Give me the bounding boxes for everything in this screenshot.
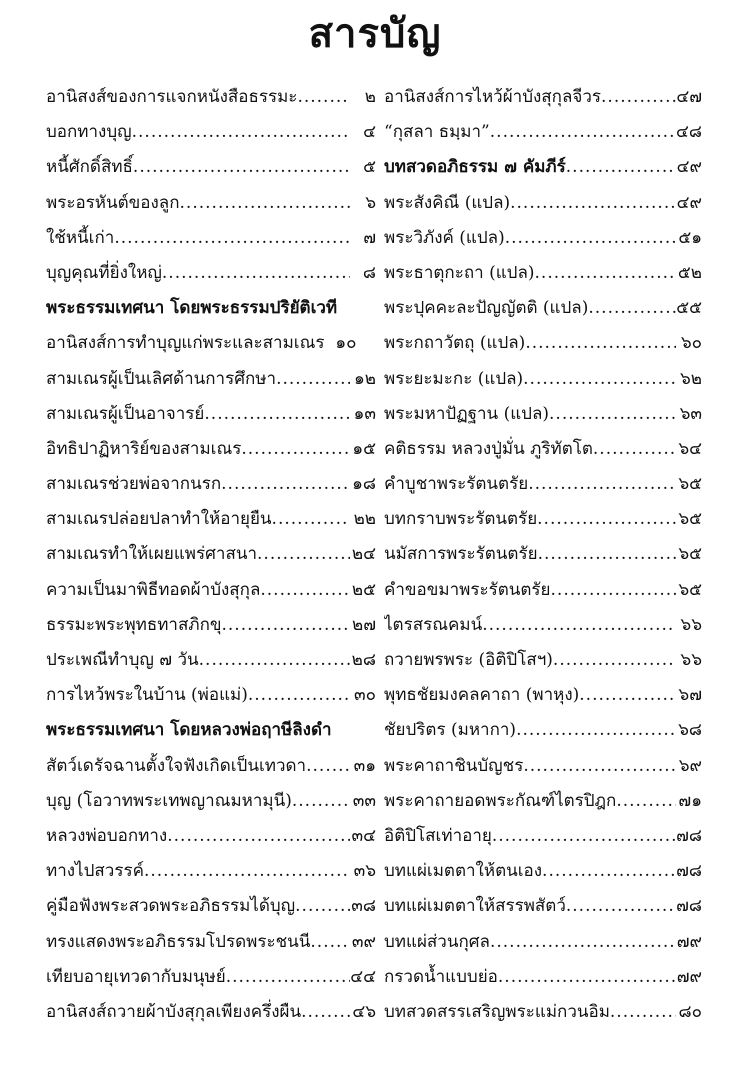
leader-dots: [510, 186, 676, 221]
toc-entry-title: ใช้หนี้เก่า: [46, 227, 115, 248]
toc-entry-title: เทียบอายุเทวดากับมนุษย์: [46, 966, 226, 987]
toc-entry-title: สัตว์เดรัจฉานตั้งใจฟังเกิดเป็นเทวดา: [46, 755, 307, 776]
toc-entry-title: บทแผ่เมตตาให้สรรพสัตว์: [384, 896, 566, 917]
toc-entry-title: ทรงแสดงพระอภิธรรมโปรดพระชนนี: [46, 931, 311, 952]
toc-entry-page: ๖๘: [678, 720, 702, 741]
toc-entry-title: ความเป็นมาพิธีทอดผ้าบังสุกุล: [46, 579, 261, 600]
toc-entry: [384, 854, 702, 889]
toc-entry-page: ๔๙: [676, 192, 702, 213]
toc-entry: [46, 115, 376, 150]
toc-entry: [46, 643, 376, 678]
toc-entry-page: ๓๔: [351, 825, 376, 846]
toc-entry-title: “กุสลา ธมฺมา”: [384, 122, 490, 143]
toc-entry: [46, 326, 376, 361]
leader-dots: [523, 749, 676, 784]
leader-dots: [114, 221, 350, 256]
toc-entry-page: ๕: [363, 157, 376, 178]
toc-entry-page: ๔: [363, 122, 376, 143]
toc-entry: [384, 397, 702, 432]
toc-entry-title: พระคาถาชินบัญชร: [384, 755, 524, 776]
toc-entry-title: อิทธิปาฏิหาริย์ของสามเณร: [46, 438, 242, 459]
leader-dots: [535, 256, 676, 291]
leader-dots: [528, 467, 676, 502]
leader-dots: [297, 80, 350, 115]
toc-entry-page: ๕๕: [676, 298, 702, 319]
toc-entry-title: พระวิภังค์ (แปล): [384, 227, 505, 248]
leader-dots: [167, 819, 350, 854]
toc-entry-page: ๔๙: [676, 157, 702, 178]
toc-entry: [46, 925, 376, 960]
toc-entry: [384, 502, 702, 537]
toc-entry: [384, 819, 702, 854]
toc-entry-page: ๔๘: [676, 122, 702, 143]
leader-dots: [505, 221, 676, 256]
toc-entry: [384, 995, 702, 1030]
toc-entry: [46, 467, 376, 502]
toc-entry: [384, 291, 702, 326]
leader-dots: [257, 537, 350, 572]
leader-dots: [221, 467, 350, 502]
toc-entry-title: พระกถาวัตถุ (แปล): [384, 333, 526, 354]
toc-entry: [46, 362, 376, 397]
toc-entry-page: ๖๕: [678, 509, 702, 530]
toc-entry-page: ๓๖: [353, 861, 376, 882]
leader-dots: [523, 362, 676, 397]
toc-entry: [46, 432, 376, 467]
toc-entry-page: ๖๖: [680, 614, 702, 635]
leader-dots: [276, 362, 350, 397]
toc-entry-title: ถวายพรพระ (อิติปิโสฯ): [384, 650, 553, 670]
toc-entry-title: สามเณรผู้เป็นเลิศด้านการศึกษา: [46, 368, 277, 389]
toc-entry-title: คติธรรม หลวงปู่มั่น ภูริทัตโต: [384, 438, 593, 459]
toc-entry: [46, 573, 376, 608]
toc-entry: [384, 80, 702, 115]
toc-entry: [46, 819, 376, 854]
toc-entry-title: บทแผ่เมตตาให้ตนเอง: [384, 861, 543, 882]
leader-dots: [566, 150, 676, 185]
toc-entry-title: พุทธชัยมงคลคาถา (พาหุง): [384, 685, 580, 706]
toc-left-column: [46, 80, 376, 1030]
toc-entry-page: ๘๐: [678, 1001, 702, 1022]
toc-entry-title: สามเณรปล่อยปลาทำให้อายุยืน: [46, 509, 272, 530]
toc-entry-title: หลวงพ่อบอกทาง: [46, 825, 168, 846]
toc-section-heading: [384, 150, 702, 185]
toc-entry-page: ๖๓: [679, 403, 702, 424]
toc-entry: [384, 362, 702, 397]
leader-dots: [549, 397, 676, 432]
toc-entry: [46, 854, 376, 889]
toc-entry: [46, 608, 376, 643]
leader-dots: [272, 502, 350, 537]
leader-dots: [553, 643, 676, 678]
leader-dots: [498, 960, 676, 995]
toc-entry-page: ๓๓: [352, 790, 376, 811]
toc-entry-page: ๗: [363, 227, 376, 248]
toc-section-title: บทสวดอภิธรรม ๗ คัมภีร์: [384, 157, 566, 178]
toc-entry-title: อานิสงส์ถวายผ้าบังสุกุลเพียงครึ่งผืน: [46, 1001, 302, 1022]
toc-entry-page: ๑๘: [352, 474, 376, 495]
toc-entry: [384, 467, 702, 502]
toc-entry-page: ๕๒: [677, 262, 702, 283]
toc-entry: [46, 995, 376, 1030]
toc-entry: [384, 326, 702, 361]
toc-entry-title: สามเณรผู้เป็นอาจารย์: [46, 403, 205, 424]
toc-entry: [46, 502, 376, 537]
toc-entry: [384, 573, 702, 608]
leader-dots: [204, 397, 350, 432]
toc-entry: [384, 186, 702, 221]
toc-entry-title: สามเณรทำให้เผยแพร่ศาสนา: [46, 544, 258, 565]
toc-entry-title: คำขอขมาพระรัตนตรัย: [384, 579, 551, 600]
leader-dots: [132, 115, 350, 150]
toc-entry-title: บทกราบพระรัตนตรัย: [384, 509, 538, 530]
toc-entry: [46, 537, 376, 572]
leader-dots: [551, 573, 676, 608]
leader-dots: [579, 678, 676, 713]
leader-dots: [226, 960, 350, 995]
toc-entry-page: ๕๑: [678, 227, 702, 248]
toc-entry: [384, 713, 702, 748]
leader-dots: [133, 150, 350, 185]
toc-entry-page: ๗๘: [676, 861, 702, 882]
leader-dots: [490, 925, 676, 960]
toc-entry-page: ๓๘: [351, 896, 376, 917]
toc-entry-title: อานิสงส์การไหว้ผ้าบังสุกุลจีวร: [384, 87, 602, 107]
toc-entry-page: ๔๗: [676, 87, 702, 107]
toc-entry-page: ๗๘: [676, 896, 702, 917]
leader-dots: [144, 854, 350, 889]
toc-entry-page: ๓๑: [353, 755, 376, 776]
leader-dots: [306, 749, 350, 784]
leader-dots: [180, 186, 350, 221]
toc-entry-title: อานิสงส์ของการแจกหนังสือธรรมะ: [46, 87, 298, 107]
leader-dots: [248, 678, 350, 713]
toc-entry-page: ๑๐: [335, 333, 357, 354]
toc-entry-page: ๖๗: [678, 685, 702, 706]
toc-entry: [384, 432, 702, 467]
leader-dots: [260, 573, 350, 608]
toc-entry-title: พระอรหันต์ของลูก: [46, 192, 180, 213]
toc-entry-page: ๔๖: [352, 1001, 376, 1022]
toc-entry: [46, 80, 376, 115]
leader-dots: [162, 256, 350, 291]
toc-entry-title: พระคาถายอดพระกัณฑ์ไตรปิฎก: [384, 790, 617, 811]
toc-entry-page: ๖๙: [678, 755, 702, 776]
toc-entry-title: กรวดน้ำแบบย่อ: [384, 966, 498, 987]
toc-entry-page: ๒๒: [353, 509, 376, 530]
toc-entry-page: ๔๔: [350, 966, 376, 987]
toc-entry-title: บอกทางบุญ: [46, 122, 132, 143]
leader-dots: [221, 608, 350, 643]
toc-entry-title: ไตรสรณคมน์: [384, 614, 483, 635]
toc-entry-title: บุญคุณที่ยิ่งใหญ่: [46, 262, 162, 283]
toc-entry: [46, 960, 376, 995]
toc-entry-title: บุญ (โอวาทพระเทพญาณมหามุนี): [46, 790, 292, 811]
toc-entry-page: ๒๘: [351, 650, 376, 670]
toc-entry: [384, 784, 702, 819]
toc-section-heading: [46, 291, 376, 326]
toc-entry: [384, 608, 702, 643]
toc-entry-title: คู่มือฟังพระสวดพระอภิธรรมได้บุญ: [46, 896, 296, 917]
leader-dots: [482, 608, 676, 643]
toc-entry-title: หนี้ศักดิ์สิทธิ์: [46, 157, 133, 178]
toc-entry-title: ประเพณีทำบุญ ๗ วัน: [46, 650, 199, 670]
leader-dots: [295, 889, 350, 924]
leader-dots: [490, 115, 676, 150]
leader-dots: [616, 784, 676, 819]
toc-entry-title: พระธาตุกะถา (แปล): [384, 262, 535, 283]
toc-entry-title: คำบูชาพระรัตนตรัย: [384, 474, 529, 495]
leader-dots: [538, 537, 676, 572]
toc-entry-page: ๓๙: [351, 931, 376, 952]
toc-entry: [384, 678, 702, 713]
leader-dots: [516, 713, 676, 748]
toc-entry: [46, 256, 376, 291]
leader-dots: [241, 432, 350, 467]
toc-entry-page: ๗๙: [676, 931, 702, 952]
toc-entry-page: ๒: [364, 87, 376, 107]
leader-dots: [588, 291, 676, 326]
toc-entry-title: ทางไปสวรรค์: [46, 861, 144, 882]
toc-entry: [384, 256, 702, 291]
toc-entry-title: บทแผ่ส่วนกุศล: [384, 931, 490, 952]
leader-dots: [537, 502, 676, 537]
toc-entry-page: ๒๕: [351, 579, 376, 600]
toc-entry-page: ๑๓: [353, 403, 376, 424]
toc-entry-page: ๒๗: [352, 614, 376, 635]
toc-right-column: [384, 80, 702, 1030]
leader-dots: [301, 995, 350, 1030]
toc-entry: [46, 678, 376, 713]
toc-entry-title: พระปุคคะละปัญญัตติ (แปล): [384, 298, 589, 319]
toc-entry-page: ๑๕: [352, 438, 376, 459]
toc-entry-page: ๖๕: [678, 579, 702, 600]
toc-entry-title: ธรรมะพระพุทธทาสภิกขุ: [46, 614, 222, 635]
toc-entry: [46, 186, 376, 221]
toc-entry: [384, 537, 702, 572]
page-title: สารบัญ: [308, 10, 442, 57]
toc-entry: [46, 784, 376, 819]
toc-entry-page: ๗๙: [676, 966, 702, 987]
toc-entry-page: ๗๘: [676, 825, 702, 846]
toc-entry: [384, 889, 702, 924]
toc-entry-page: ๑๒: [354, 368, 376, 389]
toc-entry: [46, 889, 376, 924]
toc-entry-title: ชัยปริตร (มหากา): [384, 720, 517, 741]
toc-entry: [384, 960, 702, 995]
leader-dots: [542, 854, 676, 889]
toc-entry: [384, 115, 702, 150]
toc-section-title: พระธรรมเทศนา โดยหลวงพ่อฤาษีลิงดำ: [46, 720, 332, 741]
toc-entry: [384, 643, 702, 678]
leader-dots: [566, 889, 676, 924]
toc-entry-title: อิติปิโสเท่าอายุ: [384, 825, 492, 846]
toc-entry-page: ๒๔: [351, 544, 376, 565]
toc-entry: [46, 221, 376, 256]
leader-dots: [593, 432, 676, 467]
leader-dots: [492, 819, 676, 854]
toc-entry-title: บทสวดสรรเสริญพระแม่กวนอิม: [384, 1001, 610, 1022]
toc-entry: [46, 749, 376, 784]
toc-entry: [384, 221, 702, 256]
toc-entry-title: พระมหาปัฏฐาน (แปล): [384, 403, 550, 424]
leader-dots: [601, 80, 676, 115]
leader-dots: [525, 326, 676, 361]
toc-section-title: พระธรรมเทศนา โดยพระธรรมปริยัติเวที: [46, 298, 338, 319]
toc-entry-page: ๘: [362, 262, 376, 283]
toc-entry-title: อานิสงส์การทำบุญแก่พระและสามเณร: [46, 333, 325, 354]
toc-entry-page: ๖: [365, 192, 376, 213]
toc-entry-page: ๗๑: [678, 790, 702, 811]
leader-dots: [292, 784, 350, 819]
toc-entry: [384, 925, 702, 960]
toc-entry-page: ๖๕: [678, 544, 702, 565]
toc-entry-page: ๓๐: [354, 685, 376, 706]
toc-entry: [46, 150, 376, 185]
toc-entry-page: ๖๒: [680, 368, 702, 389]
toc-entry-page: ๖๐: [680, 333, 702, 354]
leader-dots: [310, 925, 350, 960]
leader-dots: [199, 643, 350, 678]
toc-entry-page: ๖๕: [678, 474, 702, 495]
toc-entry-title: พระยะมะกะ (แปล): [384, 368, 524, 389]
toc-entry-page: ๖๖: [680, 650, 702, 670]
toc-entry-page: ๖๔: [678, 438, 702, 459]
toc-entry-title: นมัสการพระรัตนตรัย: [384, 544, 538, 565]
toc-entry: [46, 397, 376, 432]
toc-entry-title: สามเณรช่วยพ่อจากนรก: [46, 474, 222, 495]
leader-dots: [610, 995, 676, 1030]
toc-entry: [384, 749, 702, 784]
toc-section-heading: [46, 713, 376, 748]
toc-entry-title: การไหว้พระในบ้าน (พ่อแม่): [46, 685, 248, 706]
toc-entry-title: พระสังคิณี (แปล): [384, 192, 511, 213]
